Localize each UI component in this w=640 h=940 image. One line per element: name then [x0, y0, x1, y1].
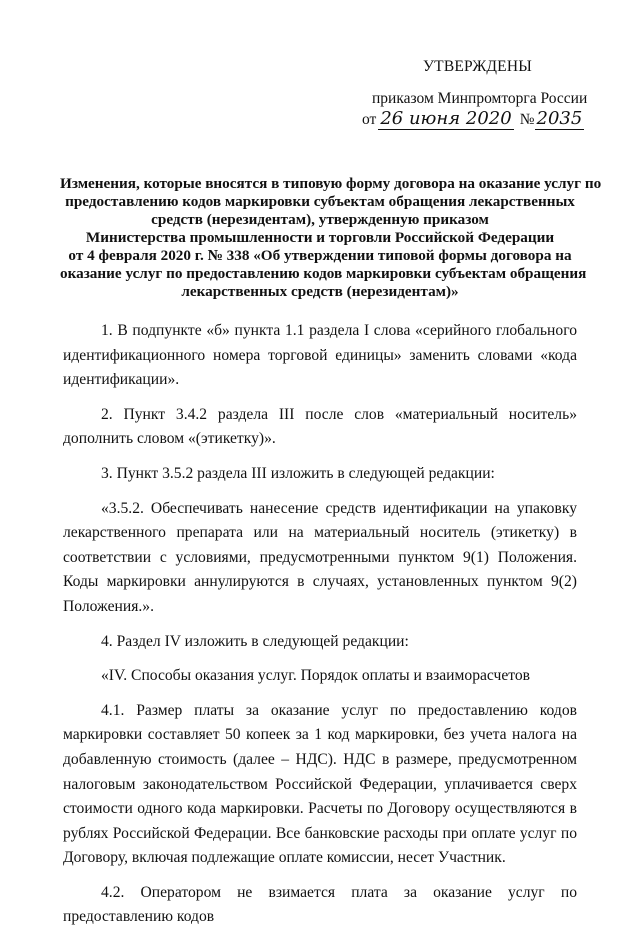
- paragraph: «3.5.2. Обеспечивать нанесение средств идентификации на упаковку лекарственного препарата или на материальный носитель (этикетку) в соответствии с условиями, предусмотренными пунктом 9(1) Положения. Коды маркировки аннулируются в случаях, установленных пунктом 9(2) Положения.».: [63, 499, 577, 615]
- order-date-line: [362, 108, 584, 129]
- number-prefix: №: [519, 111, 535, 128]
- heading-line: от 4 февраля 2020 г. № 338 «Об утверждении типовой формы договора на: [68, 247, 572, 264]
- approved-title: УТВЕРЖДЕНЫ: [423, 58, 532, 75]
- paragraph: 4. Раздел IV изложить в следующей редакции:: [101, 632, 409, 650]
- heading-line: средств (нерезидентам), утвержденную приказом: [151, 211, 489, 228]
- document-body: [63, 319, 577, 940]
- paragraph: «IV. Способы оказания услуг. Порядок оплаты и взаиморасчетов: [101, 667, 531, 685]
- paragraph: 4.1. Размер платы за оказание услуг по предоставлению кодов маркировки составляет 50 копеек за 1 код маркировки, без учета налога на добавленную стоимость (далее – НДС). НДС в размере, предусмотренном налоговым законодательством Российской Федерации, уплачивается сверх стоимости одного кода маркировки. Расчеты по Договору осуществляются в рублях Российской Федерации. Все банковские расходы при оплате услуг по Договору, включая подлежащие оплате комиссии, несет Участник.: [63, 701, 577, 867]
- document-heading: [60, 175, 602, 301]
- paragraph: 4.2. Оператором не взимается плата за оказание услуг по предоставлению кодов: [63, 883, 577, 926]
- heading-line: предоставлению кодов маркировки субъектам обращения лекарственных: [65, 193, 575, 210]
- heading-line: Министерства промышленности и торговли Российской Федерации: [85, 229, 555, 246]
- handwritten-number: 2035: [536, 108, 583, 129]
- paragraph: 3. Пункт 3.5.2 раздела III изложить в следующей редакции:: [101, 464, 495, 482]
- heading-line: лекарственных средств (нерезидентам)»: [181, 283, 459, 300]
- handwritten-date: 26 июня 2020: [380, 108, 512, 129]
- heading-line: Изменения, которые вносятся в типовую форму договора на оказание услуг по: [60, 175, 602, 192]
- date-prefix: от: [362, 111, 377, 128]
- order-reference: приказом Минпромторга России: [372, 90, 588, 107]
- heading-line: оказание услуг по предоставлению кодов маркировки субъектам обращения: [60, 265, 587, 282]
- paragraph: 1. В подпункте «б» пункта 1.1 раздела I слова «серийного глобального идентификационного номера торговой единицы» заменить словами «кода идентификации».: [63, 322, 577, 389]
- paragraph: 2. Пункт 3.4.2 раздела III после слов «материальный носитель» дополнить словом «(этикетку)».: [63, 405, 577, 448]
